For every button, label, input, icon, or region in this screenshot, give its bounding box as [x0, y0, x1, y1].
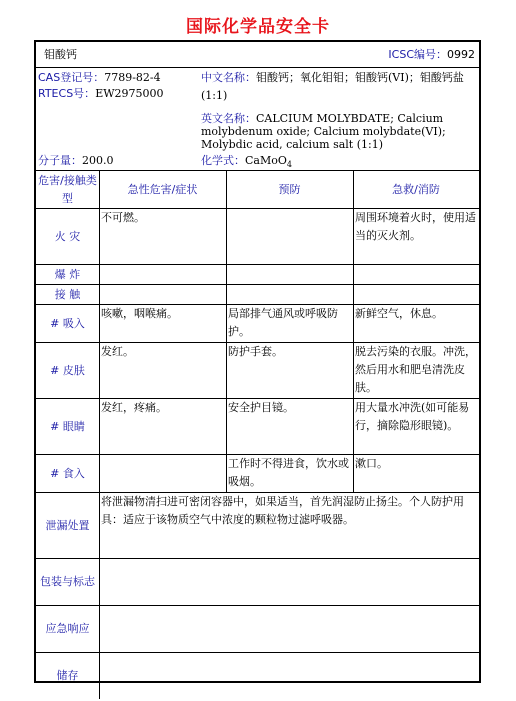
safety-card	[34, 40, 481, 683]
symptom-cell	[99, 265, 226, 284]
rtecs-label: RTECS号：	[38, 87, 96, 100]
hazard-type-label: # 眼睛	[50, 419, 85, 433]
rtecs-value: EW2975000	[95, 87, 164, 100]
hazard-type-label: 接 触	[54, 287, 81, 301]
header-symptoms: 急性危害/症状	[127, 182, 198, 196]
symptom-cell: 发红。	[101, 345, 134, 358]
cn-name-value: 钼酸钙；氧化钼钼；钼酸钙(VI)；钼酸钙盐(1:1)	[201, 71, 464, 102]
prevention-cell: 防护手套。	[228, 345, 283, 358]
header-first-aid: 急救/消防	[392, 182, 440, 196]
first-aid-cell: 用大量水冲洗(如可能易行，摘除隐形眼镜)。	[355, 401, 470, 432]
chinese-name	[199, 69, 479, 105]
molecular-weight	[36, 152, 201, 170]
en-name-label: 英文名称：	[201, 112, 256, 125]
first-aid-cell: 周围环境着火时，使用适当的灭火剂。	[355, 211, 476, 242]
english-name	[199, 112, 479, 151]
rtecs-number	[36, 85, 201, 103]
prevention-cell: 工作时不得进食，饮水或吸烟。	[228, 457, 349, 488]
formula-main: CaMoO	[245, 154, 287, 167]
symptom-cell	[99, 285, 226, 304]
emergency-response-label: 应急响应	[45, 622, 90, 635]
first-aid-cell	[353, 285, 479, 304]
storage-content	[99, 653, 479, 699]
mw-value: 200.0	[82, 154, 114, 167]
first-aid-cell	[353, 265, 479, 284]
cn-name-label: 中文名称：	[201, 71, 256, 84]
storage-label: 储存	[56, 669, 79, 682]
symptom-cell: 发红，疼痛。	[101, 401, 167, 414]
first-aid-cell: 漱口。	[355, 457, 388, 470]
formula-sub: 4	[286, 160, 292, 170]
info-block	[36, 68, 479, 170]
symptom-cell	[99, 455, 226, 492]
header-prevention: 预防	[278, 182, 301, 196]
symptom-cell: 不可燃。	[101, 211, 145, 224]
prevention-cell	[226, 285, 353, 304]
header-hazard-type: 危害/接触类型	[38, 173, 97, 205]
emergency-response-content	[99, 606, 479, 652]
packaging-labeling-content	[99, 559, 479, 605]
mw-label: 分子量：	[38, 154, 82, 167]
page-title: 国际化学品安全卡	[186, 17, 330, 37]
en-name-value: CALCIUM MOLYBDATE; Calcium molybdenum oxide; Calcium molybdate(VI); Molybdic acid, calcium salt (1:1)	[201, 112, 446, 151]
chemical-name: 钼酸钙	[44, 48, 77, 61]
spill-handling-content: 将泄漏物清扫进可密闭容器中，如果适当，首先润湿防止扬尘。个人防护用具：适应于该物质空气中浓度的颗粒物过滤呼吸器。	[101, 495, 464, 526]
prevention-cell: 安全护目镜。	[228, 401, 294, 414]
formula-label: 化学式：	[201, 154, 245, 167]
icsc-label: ICSC编号：	[388, 48, 447, 61]
packaging-labeling-label: 包装与标志	[40, 575, 95, 588]
icsc-number	[386, 46, 477, 64]
icsc-value: 0992	[447, 48, 475, 61]
cas-label: CAS登记号：	[38, 71, 105, 84]
hazard-type-label: # 食入	[50, 466, 85, 480]
hazard-type-label: # 皮肤	[50, 363, 85, 377]
prevention-cell: 局部排气通风或呼吸防护。	[228, 307, 338, 338]
hazard-type-label: 爆 炸	[54, 267, 81, 281]
first-aid-cell: 脱去污染的衣服。冲洗，然后用水和肥皂清洗皮肤。	[355, 345, 476, 394]
symptom-cell: 咳嗽，咽喉痛。	[101, 307, 178, 320]
spill-handling-label: 泄漏处置	[45, 518, 90, 532]
hazard-type-label: # 吸入	[50, 316, 85, 330]
first-aid-cell: 新鲜空气，休息。	[355, 307, 443, 320]
cas-value: 7789-82-4	[104, 71, 161, 84]
prevention-cell	[226, 209, 353, 264]
card-header	[36, 42, 479, 67]
hazard-type-label: 火 灾	[54, 229, 81, 243]
prevention-cell	[226, 265, 353, 284]
